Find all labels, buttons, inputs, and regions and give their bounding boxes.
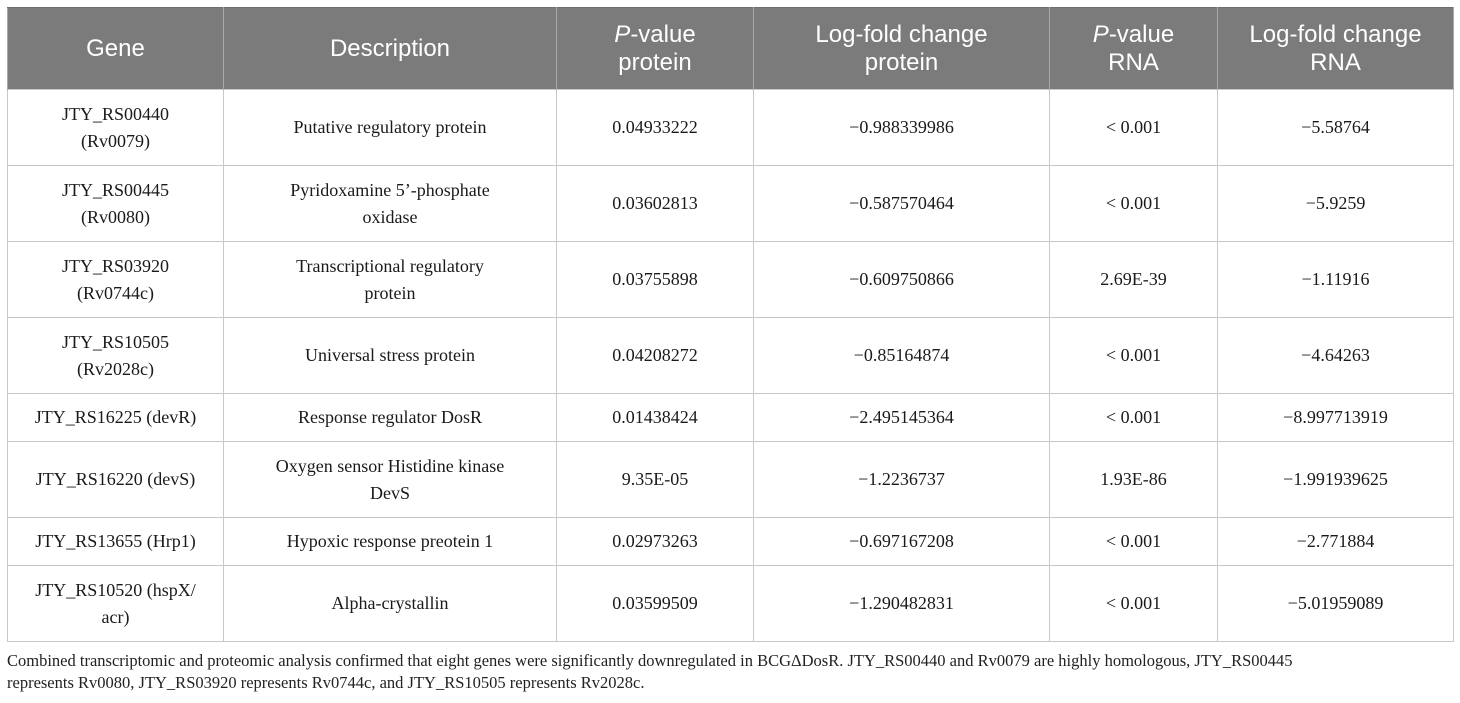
table-footnote <box>7 650 1453 694</box>
cell-gene-line: JTY_RS16220 (devS) <box>35 469 196 489</box>
header-row <box>8 8 1454 90</box>
cell-p-value-protein: 0.04933222 <box>557 90 754 166</box>
cell-gene <box>8 566 224 642</box>
header-gene-label: Gene <box>86 34 145 62</box>
cell-gene-line: (Rv0744c) <box>77 282 154 303</box>
table-header <box>8 8 1454 90</box>
cell-gene-line: JTY_RS03920 <box>61 255 169 276</box>
cell-description <box>224 442 557 518</box>
cell-description-line: protein <box>364 282 416 303</box>
cell-description <box>224 566 557 642</box>
header-log-fold-change-protein <box>754 8 1050 90</box>
cell-log-fold-change-rna: −1.11916 <box>1218 242 1454 318</box>
cell-description <box>224 518 557 566</box>
cell-log-fold-change-protein: −0.85164874 <box>754 318 1050 394</box>
cell-description <box>224 90 557 166</box>
cell-p-value-protein: 0.01438424 <box>557 394 754 442</box>
cell-gene-line: JTY_RS00440 <box>61 103 169 124</box>
cell-description <box>224 318 557 394</box>
table-row <box>8 90 1454 166</box>
cell-description-line: Pyridoxamine 5’-phosphate <box>290 179 490 200</box>
table-row <box>8 518 1454 566</box>
cell-gene <box>8 242 224 318</box>
cell-p-value-rna: < 0.001 <box>1050 518 1218 566</box>
cell-gene-line: JTY_RS16225 (devR) <box>34 407 197 427</box>
cell-description <box>224 242 557 318</box>
cell-log-fold-change-protein: −0.609750866 <box>754 242 1050 318</box>
cell-log-fold-change-protein: −0.697167208 <box>754 518 1050 566</box>
cell-p-value-protein: 0.04208272 <box>557 318 754 394</box>
table-row <box>8 318 1454 394</box>
header-p-value-protein <box>557 8 754 90</box>
gene-expression-table-container <box>7 7 1453 642</box>
cell-p-value-rna: < 0.001 <box>1050 566 1218 642</box>
header-gene <box>8 8 224 90</box>
cell-p-value-rna: < 0.001 <box>1050 318 1218 394</box>
cell-gene-line: (Rv2028c) <box>77 358 154 379</box>
gene-expression-table <box>7 7 1454 642</box>
header-p-value-rna <box>1050 8 1218 90</box>
header-p-value-protein-line2: protein <box>618 48 692 76</box>
header-p-value-rna-line2: RNA <box>1108 48 1159 76</box>
cell-log-fold-change-rna: −8.997713919 <box>1218 394 1454 442</box>
cell-gene <box>8 318 224 394</box>
cell-p-value-protein: 0.02973263 <box>557 518 754 566</box>
header-log-fold-change-rna-line1: Log-fold change <box>1249 20 1422 48</box>
table-row <box>8 242 1454 318</box>
header-description <box>224 8 557 90</box>
cell-gene <box>8 166 224 242</box>
cell-p-value-rna: < 0.001 <box>1050 166 1218 242</box>
cell-description-line: Hypoxic response preotein 1 <box>286 531 494 551</box>
cell-log-fold-change-rna: −5.9259 <box>1218 166 1454 242</box>
cell-log-fold-change-rna: −5.58764 <box>1218 90 1454 166</box>
cell-p-value-rna: < 0.001 <box>1050 394 1218 442</box>
header-log-fold-change-rna-line2: RNA <box>1310 48 1361 76</box>
header-description-label: Description <box>329 34 451 62</box>
cell-description <box>224 394 557 442</box>
cell-gene <box>8 90 224 166</box>
cell-gene-line: JTY_RS13655 (Hrp1) <box>35 531 196 551</box>
table-row <box>8 166 1454 242</box>
table-row <box>8 566 1454 642</box>
footnote-line-2: represents Rv0080, JTY_RS03920 represents Rv0744c, and JTY_RS10505 represents Rv2028c. <box>7 673 645 692</box>
header-p-value-protein-line1: P-value <box>614 20 696 48</box>
cell-log-fold-change-rna: −5.01959089 <box>1218 566 1454 642</box>
table-body <box>8 90 1454 642</box>
cell-p-value-rna: 2.69E-39 <box>1050 242 1218 318</box>
cell-gene-line: JTY_RS10505 <box>61 331 169 352</box>
cell-gene-line: JTY_RS10520 (hspX/ <box>35 579 196 600</box>
cell-gene <box>8 442 224 518</box>
cell-gene-line: JTY_RS00445 <box>61 179 169 200</box>
cell-description-line: oxidase <box>362 206 418 227</box>
cell-p-value-rna: < 0.001 <box>1050 90 1218 166</box>
footnote-line-1: Combined transcriptomic and proteomic analysis confirmed that eight genes were significantly downregulated in BCGΔDosR. JTY_RS00440 and Rv0079 are highly homologous, JTY_RS00445 <box>7 651 1293 670</box>
cell-log-fold-change-protein: −1.2236737 <box>754 442 1050 518</box>
cell-p-value-protein: 9.35E-05 <box>557 442 754 518</box>
table-row <box>8 394 1454 442</box>
cell-p-value-protein: 0.03602813 <box>557 166 754 242</box>
cell-description-line: Response regulator DosR <box>298 407 482 427</box>
cell-description-line: Alpha-crystallin <box>331 593 449 613</box>
table-row <box>8 442 1454 518</box>
cell-log-fold-change-protein: −0.587570464 <box>754 166 1050 242</box>
cell-description-line: Universal stress protein <box>305 345 475 365</box>
cell-p-value-protein: 0.03755898 <box>557 242 754 318</box>
cell-p-value-rna: 1.93E-86 <box>1050 442 1218 518</box>
cell-log-fold-change-rna: −1.991939625 <box>1218 442 1454 518</box>
cell-gene <box>8 394 224 442</box>
cell-gene <box>8 518 224 566</box>
cell-log-fold-change-protein: −1.290482831 <box>754 566 1050 642</box>
cell-log-fold-change-protein: −2.495145364 <box>754 394 1050 442</box>
cell-log-fold-change-rna: −4.64263 <box>1218 318 1454 394</box>
cell-log-fold-change-rna: −2.771884 <box>1218 518 1454 566</box>
cell-description-line: Oxygen sensor Histidine kinase <box>275 455 505 476</box>
header-log-fold-change-protein-line2: protein <box>864 48 939 76</box>
cell-description-line: Putative regulatory protein <box>293 117 487 137</box>
cell-description <box>224 166 557 242</box>
header-p-value-rna-line1: P-value <box>1092 20 1175 48</box>
cell-gene-line: acr) <box>101 606 130 627</box>
cell-gene-line: (Rv0079) <box>81 130 150 151</box>
header-log-fold-change-protein-line1: Log-fold change <box>815 20 988 48</box>
cell-p-value-protein: 0.03599509 <box>557 566 754 642</box>
cell-description-line: DevS <box>370 482 410 503</box>
cell-gene-line: (Rv0080) <box>81 206 150 227</box>
cell-log-fold-change-protein: −0.988339986 <box>754 90 1050 166</box>
header-log-fold-change-rna <box>1218 8 1454 90</box>
cell-description-line: Transcriptional regulatory <box>296 255 484 276</box>
